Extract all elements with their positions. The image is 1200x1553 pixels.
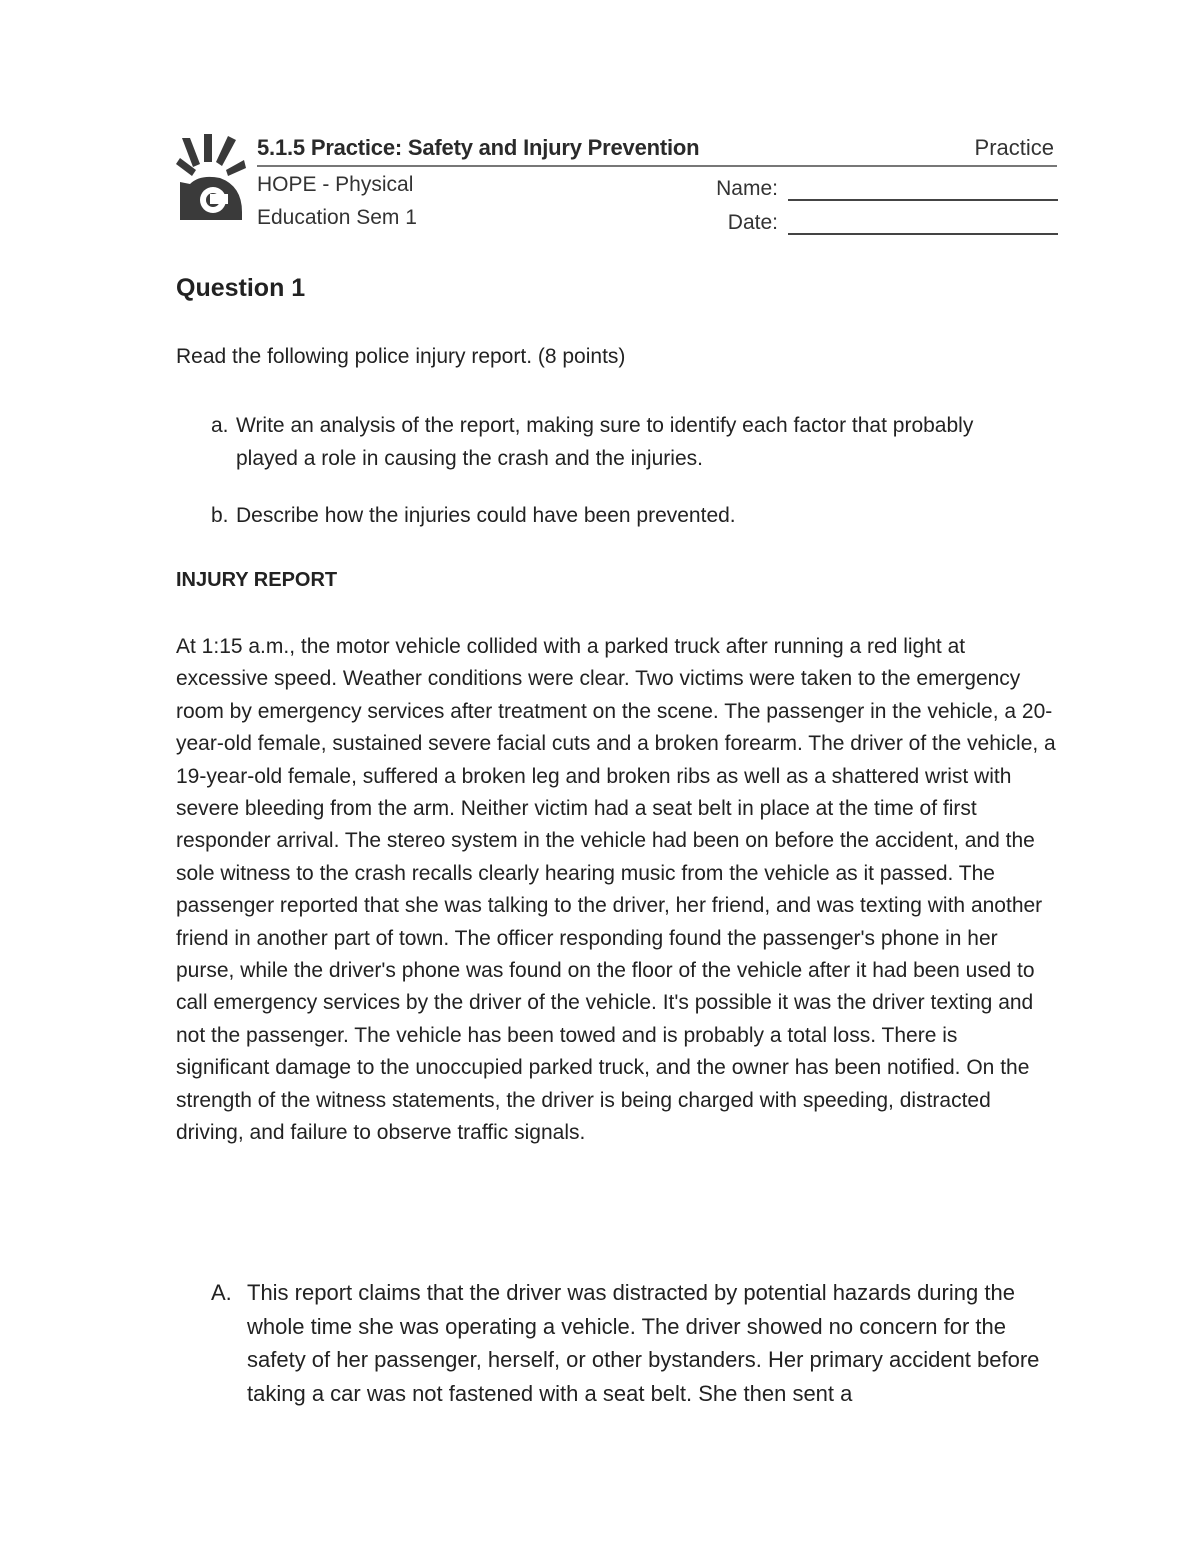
- date-field: [680, 205, 1060, 237]
- question-part-b: [211, 499, 1011, 532]
- activity-type-label: Practice: [974, 135, 1054, 160]
- course-name-line-2: Education Sem 1: [257, 206, 417, 229]
- question-heading: Question 1: [176, 274, 306, 302]
- answer-marker: A.: [211, 1280, 232, 1305]
- name-label: Name:: [716, 177, 778, 200]
- part-text: Write an analysis of the report, making sure to identify each factor that probably played a role in causing the crash and the injuries.: [236, 414, 974, 470]
- answer-text: This report claims that the driver was distracted by potential hazards during the whole time she was operating a vehicle. The driver showed no concern for the safety of her passenger, herself, or other bystanders. Her primary accident before taking a car was not fastened with a seat belt. She then sent a: [247, 1280, 1040, 1406]
- header-divider: [257, 165, 1057, 167]
- sun-face-logo-icon: [176, 134, 246, 220]
- name-blank-line[interactable]: [788, 199, 1058, 201]
- date-blank-line[interactable]: [788, 233, 1058, 235]
- report-heading: INJURY REPORT: [176, 569, 338, 591]
- name-field: [680, 171, 1060, 203]
- part-marker: b.: [211, 504, 229, 527]
- part-text: Describe how the injuries could have been prevented.: [236, 504, 736, 527]
- date-label: Date:: [727, 211, 778, 234]
- part-marker: a.: [211, 414, 229, 437]
- course-name: [257, 168, 417, 234]
- course-name-line-1: HOPE - Physical: [257, 173, 414, 196]
- student-answer: [211, 1276, 1061, 1410]
- report-body: At 1:15 a.m., the motor vehicle collided with a parked truck after running a red light at excessive speed. Weather conditions were clear. Two victims were taken to the emergency room by emergency services after treatment on the scene. The passenger in the vehicle, a 20-year-old female, sustained severe facial cuts and a broken forearm. The driver of the vehicle, a 19-year-old female, suffered a broken leg and broken ribs as well as a shattered wrist with severe bleeding from the arm. Neither victim had a seat belt in place at the time of first responder arrival. The stereo system in the vehicle had been on before the accident, and the sole witness to the crash recalls clearly hearing music from the vehicle as it passed. The passenger reported that she was talking to the driver, her friend, and was texting with another friend in another part of town. The officer responding found the passenger's phone in her purse, while the driver's phone was found on the floor of the vehicle after it had been used to call emergency services by the driver of the vehicle. It's possible it was the driver texting and not the passenger. The vehicle has been towed and is probably a total loss. There is significant damage to the unoccupied parked truck, and the owner has been notified. On the strength of the witness statements, the driver is being charged with speeding, distracted driving, and failure to observe traffic signals.: [176, 635, 1056, 1145]
- question-instruction: Read the following police injury report. (8 points): [176, 345, 626, 368]
- question-part-a: [211, 409, 1011, 475]
- worksheet-title: 5.1.5 Practice: Safety and Injury Prevention: [257, 135, 700, 160]
